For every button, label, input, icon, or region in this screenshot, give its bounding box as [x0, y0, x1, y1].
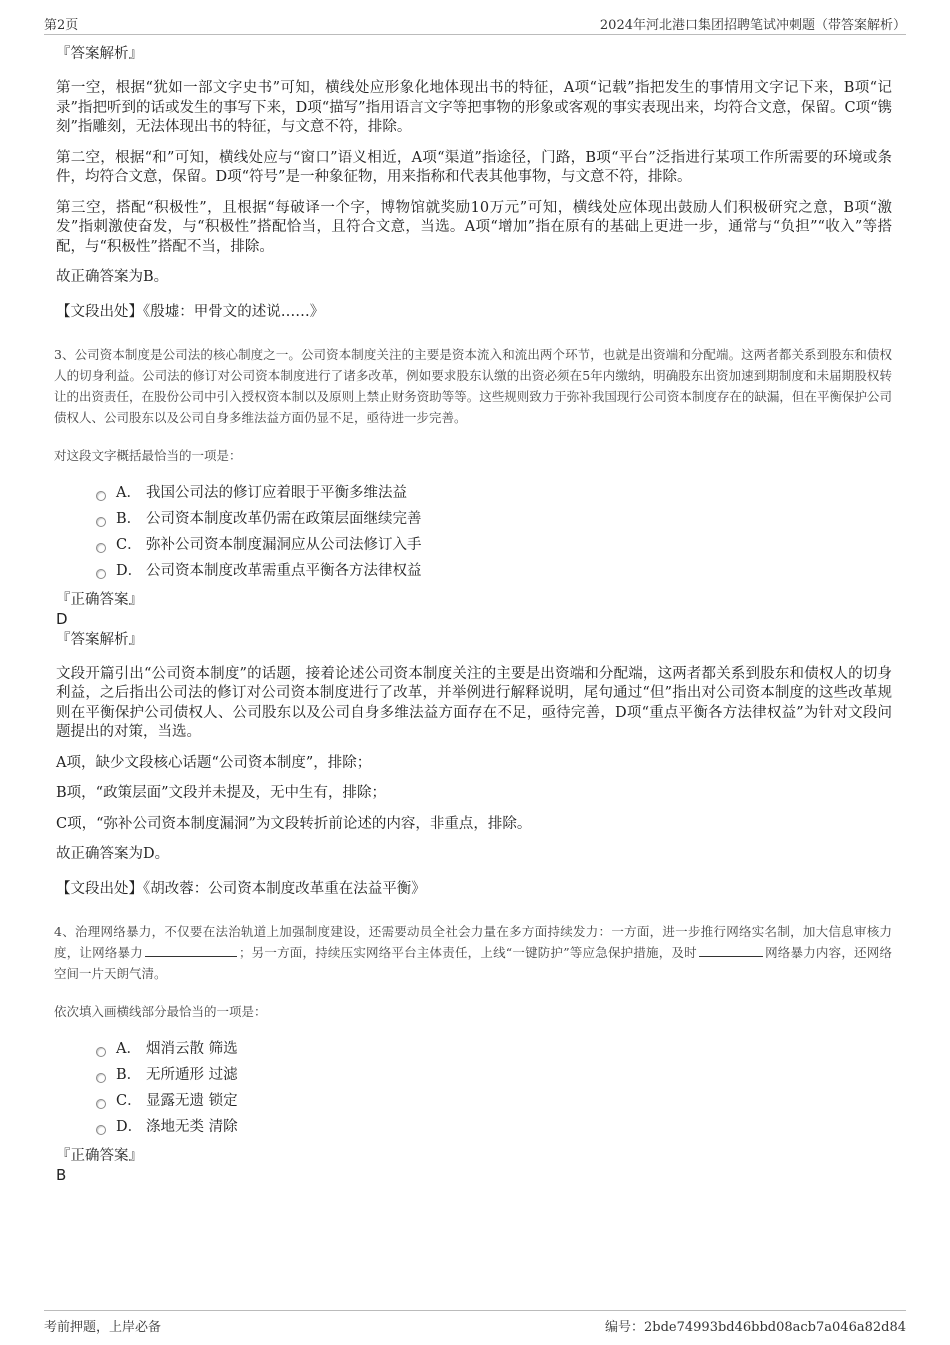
analysis-label: 『答案解析』 [56, 631, 143, 648]
option-a[interactable] [96, 1036, 892, 1062]
option-a[interactable] [96, 480, 892, 506]
radio-icon[interactable] [96, 1125, 106, 1135]
analysis-paragraph: 第一空，根据“犹如一部文字史书”可知，横线处应形象化地体现出书的特征，A项“记载”指把发生的事情用文字记下来，B项“记录”指把听到的话或发生的事写下来，D项“描写”指用语言文字等把事物的形象或客观的事实表现出来，均符合文意，保留。C项“镌刻”指雕刻，无法体现出书的特征，与文意不符，排除。 [56, 80, 892, 135]
analysis-paragraph: 文段开篇引出“公司资本制度”的话题，接着论述公司资本制度关注的主要是出资端和分配端，这两者都关系到股东和债权人的切身利益，之后指出公司法的修订对公司资本制度进行了改革，并举例进行解释说明，尾句通过“但”指出对公司资本制度的这些改革规则在平衡保护公司债权人、公司股东以及公司自身多维法益方面存在不足，亟待完善，D项“重点平衡各方法律权益”为针对文段问题提出的对策，当选。 [56, 665, 892, 740]
option-c[interactable] [96, 1088, 892, 1114]
option-text: 烟消云散 筛选 [146, 1040, 238, 1057]
analysis-paragraph: 第二空，根据“和”可知，横线处应与“窗口”语义相近，A项“渠道”指途径，门路，B项“平台”泛指进行某项工作所需要的环境或条件，均符合文意，保留。D项“符号”是一种象征物，用来指称和代表其他事物，与文意不符，排除。 [56, 149, 892, 185]
option-text: 我国公司法的修订应着眼于平衡多维法益 [146, 484, 407, 501]
question-4-prompt: 依次填入画横线部分最恰当的一项是： [54, 1003, 267, 1019]
option-text: 涤地无类 清除 [146, 1118, 238, 1135]
page-number: 第2页 [44, 18, 79, 33]
option-text: 公司资本制度改革仍需在政策层面继续完善 [146, 510, 422, 527]
footer-slogan: 考前押题，上岸必备 [44, 1320, 162, 1335]
option-letter: C． [116, 536, 142, 553]
option-text: 弥补公司资本制度漏洞应从公司法修订入手 [146, 536, 422, 553]
question-3-text: 3、公司资本制度是公司法的核心制度之一。公司资本制度关注的主要是资本流入和流出两个环节，也就是出资端和分配端。这两者都关系到股东和债权人的切身利益。公司法的修订对公司资本制度进行了诸多改革，例如要求股东认缴的出资必须在5年内缴纳，明确股东出资加速到期制度和未届期股权转让的出资责任，在股份公司中引入授权资本制以及原则上禁止财务资助等等。这些规则致力于弥补我国现行公司资本制度存在的缺漏，但在平衡保护公司债权人、公司股东以及公司自身多维法益方面仍显不足，亟待进一步完善。 [54, 346, 892, 425]
fill-blank-2 [699, 944, 763, 957]
option-letter: D． [116, 562, 143, 579]
radio-icon[interactable] [96, 569, 106, 579]
option-letter: B． [116, 510, 142, 527]
question-3-prompt: 对这段文字概括最恰当的一项是： [54, 447, 242, 463]
analysis-paragraph: A项，缺少文段核心话题“公司资本制度”，排除； [56, 754, 372, 771]
correct-answer-label: 『正确答案』 [56, 591, 143, 608]
option-letter: A． [116, 1040, 141, 1057]
option-c[interactable] [96, 532, 892, 558]
option-letter: C． [116, 1092, 142, 1109]
correct-answer-label: 『正确答案』 [56, 1147, 143, 1164]
question-3-options [96, 480, 892, 584]
radio-icon[interactable] [96, 1073, 106, 1083]
fill-blank-1 [145, 944, 237, 957]
correct-answer: B [56, 1165, 67, 1184]
option-letter: B． [116, 1066, 142, 1083]
analysis-conclusion: 故正确答案为D。 [56, 846, 170, 862]
option-letter: A． [116, 484, 141, 501]
radio-icon[interactable] [96, 1047, 106, 1057]
page-footer [44, 1310, 906, 1335]
radio-icon[interactable] [96, 543, 106, 553]
analysis-paragraph: 第三空，搭配“积极性”，且根据“每破译一个字，博物馆就奖励10万元”可知，横线处应体现出鼓励人们积极研究之意，B项“激发”指刺激使奋发，与“积极性”搭配恰当，且符合文意，当选。A项“增加”指在原有的基础上更进一步，通常与“负担”“收入”等搭配，与“积极性”搭配不当，排除。 [56, 199, 892, 255]
option-d[interactable] [96, 558, 892, 584]
text-source: 【文段出处】《胡改蓉：公司资本制度改革重在法益平衡》 [56, 880, 426, 897]
document-id: 编号：2bde74993bd46bbd08acb7a046a82d84 [605, 1320, 906, 1335]
question-4-text: 4、治理网络暴力，不仅要在法治轨道上加强制度建设，还需要动员全社会力量在多方面持续发力：一方面，进一步推行网络实名制，加大信息审核力度，让网络暴力 ；另一方面，持续压实网络平台主体责任，上线“一键防护”等应急保护措施，及时 网络暴力内容，还网络空间一片天朗气清。 [54, 923, 892, 981]
text-source: 【文段出处】《殷墟：甲骨文的述说……》 [56, 303, 325, 320]
option-b[interactable] [96, 1062, 892, 1088]
analysis-label: 『答案解析』 [56, 46, 143, 62]
analysis-conclusion: 故正确答案为B。 [56, 269, 169, 285]
radio-icon[interactable] [96, 1099, 106, 1109]
option-d[interactable] [96, 1114, 892, 1140]
page-header [44, 12, 906, 35]
option-text: 无所遁形 过滤 [146, 1066, 238, 1083]
page-content [56, 44, 892, 1186]
radio-icon[interactable] [96, 517, 106, 527]
radio-icon[interactable] [96, 491, 106, 501]
option-b[interactable] [96, 506, 892, 532]
analysis-paragraph: C项，“弥补公司资本制度漏洞”为文段转折前论述的内容，非重点，排除。 [56, 815, 532, 832]
document-title: 2024年河北港口集团招聘笔试冲刺题（带答案解析） [599, 18, 906, 33]
option-text: 显露无遗 锁定 [146, 1092, 238, 1109]
correct-answer: D [56, 609, 68, 628]
option-text: 公司资本制度改革需重点平衡各方法律权益 [146, 562, 422, 579]
option-letter: D． [116, 1118, 143, 1135]
analysis-paragraph: B项，“政策层面”文段并未提及，无中生有，排除； [56, 785, 386, 801]
question-4-options [96, 1036, 892, 1140]
